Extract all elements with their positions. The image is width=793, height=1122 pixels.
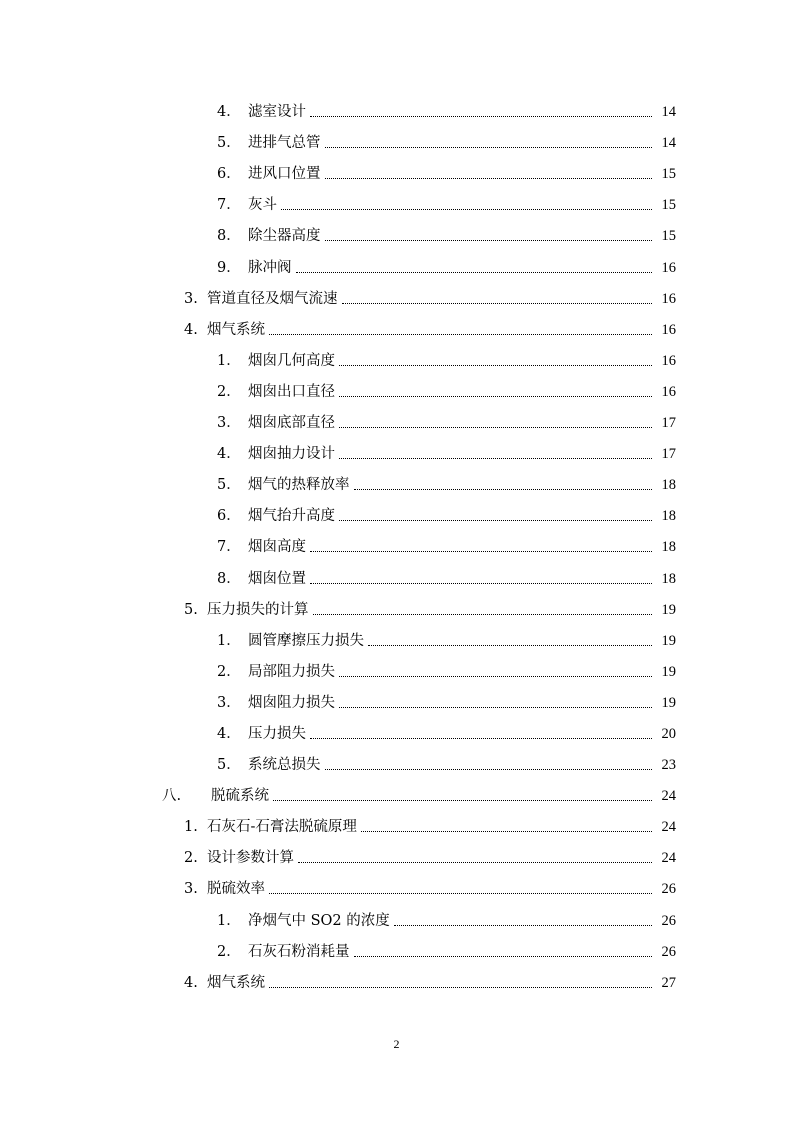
toc-entry-page: 20 xyxy=(661,725,676,742)
toc-entry[interactable] xyxy=(0,967,793,998)
dot-leader xyxy=(361,831,652,832)
toc-entry-number: 4. xyxy=(184,974,198,991)
toc-entry-number: 7． xyxy=(217,539,241,556)
toc-entry[interactable] xyxy=(0,469,793,500)
dot-leader xyxy=(310,583,652,584)
dot-leader xyxy=(325,240,653,241)
page-number: 2 xyxy=(393,1037,400,1051)
toc-entry-number: 4. xyxy=(184,321,198,338)
toc-entry-page: 24 xyxy=(661,788,676,805)
toc-entry-title: 烟气抬升高度 xyxy=(248,508,335,525)
dot-leader xyxy=(269,893,652,894)
toc-entry-title: 烟囱出口直径 xyxy=(248,383,335,400)
dot-leader xyxy=(313,614,653,615)
toc-entry-title: 烟囱位置 xyxy=(248,570,306,587)
toc-entry-page: 19 xyxy=(661,632,676,649)
toc-entry-page: 18 xyxy=(661,539,676,556)
toc-entry-number: 2. xyxy=(184,850,198,867)
toc-entry[interactable] xyxy=(0,687,793,718)
toc-entry[interactable] xyxy=(0,780,793,811)
dot-leader xyxy=(339,676,652,677)
toc-entry-number: 8． xyxy=(217,228,241,245)
toc-entry-title: 烟囱阻力损失 xyxy=(248,694,335,711)
toc-entry[interactable] xyxy=(0,189,793,220)
toc-entry-number: 八. xyxy=(162,788,182,805)
toc-entry-title: 脱硫效率 xyxy=(207,881,265,898)
toc-entry-number: 3. xyxy=(184,881,198,898)
toc-entry-page: 24 xyxy=(661,850,676,867)
dot-leader xyxy=(325,147,653,148)
toc-entry-number: 1． xyxy=(217,632,241,649)
dot-leader xyxy=(354,956,653,957)
toc-entry[interactable] xyxy=(0,718,793,749)
toc-entry[interactable] xyxy=(0,811,793,842)
toc-entry-number: 9． xyxy=(217,259,241,276)
dot-leader xyxy=(339,396,652,397)
toc-entry-title: 脱硫系统 xyxy=(211,788,269,805)
toc-entry-title: 进排气总管 xyxy=(248,135,321,152)
toc-entry-title: 系统总损失 xyxy=(248,757,321,774)
toc-entry-page: 26 xyxy=(661,912,676,929)
toc-entry-title: 烟囱抽力设计 xyxy=(248,446,335,463)
dot-leader xyxy=(339,427,652,428)
toc-entry-page: 18 xyxy=(661,477,676,494)
toc-entry-title: 管道直径及烟气流速 xyxy=(207,290,338,307)
toc-entry-title: 石灰石-石膏法脱硫原理 xyxy=(207,819,357,836)
toc-entry[interactable] xyxy=(0,251,793,282)
toc-entry-title: 烟气系统 xyxy=(207,321,265,338)
toc-entry[interactable] xyxy=(0,96,793,127)
dot-leader xyxy=(368,645,652,646)
toc-entry[interactable] xyxy=(0,438,793,469)
toc-entry[interactable] xyxy=(0,345,793,376)
toc-entry[interactable] xyxy=(0,314,793,345)
toc-entry-title: 圆管摩擦压力损失 xyxy=(248,632,364,649)
dot-leader xyxy=(281,209,652,210)
toc-entry-number: 3． xyxy=(217,694,241,711)
dot-leader xyxy=(310,551,652,552)
dot-leader xyxy=(339,365,652,366)
toc-entry-number: 5. xyxy=(184,601,198,618)
toc-entry-number: 4． xyxy=(217,104,241,121)
toc-entry-page: 17 xyxy=(661,415,676,432)
toc-entry-title: 烟气系统 xyxy=(207,974,265,991)
toc-entry[interactable] xyxy=(0,562,793,593)
toc-entry-page: 18 xyxy=(661,508,676,525)
toc-entry-title: 灰斗 xyxy=(248,197,277,214)
dot-leader xyxy=(269,987,652,988)
toc-entry-title: 除尘器高度 xyxy=(248,228,321,245)
toc-entry-number: 5． xyxy=(217,477,241,494)
dot-leader xyxy=(298,862,652,863)
toc-entry-number: 2． xyxy=(217,383,241,400)
toc-entry-title: 石灰石粉消耗量 xyxy=(248,943,350,960)
toc-entry-title: 压力损失 xyxy=(248,725,306,742)
table-of-contents xyxy=(0,96,793,998)
toc-entry-number: 3． xyxy=(217,415,241,432)
toc-entry-number: 8． xyxy=(217,570,241,587)
toc-entry-page: 17 xyxy=(661,446,676,463)
toc-entry-title: 烟囱高度 xyxy=(248,539,306,556)
toc-entry-page: 26 xyxy=(661,881,676,898)
dot-leader xyxy=(273,800,652,801)
toc-entry-page: 15 xyxy=(661,228,676,245)
toc-entry-number: 1. xyxy=(184,819,198,836)
toc-entry[interactable] xyxy=(0,531,793,562)
toc-entry-page: 19 xyxy=(661,663,676,680)
toc-entry[interactable] xyxy=(0,220,793,251)
toc-entry[interactable] xyxy=(0,283,793,314)
toc-entry-title: 烟气的热释放率 xyxy=(248,477,350,494)
toc-entry[interactable] xyxy=(0,407,793,438)
toc-entry-page: 16 xyxy=(661,352,676,369)
toc-entry-title: 设计参数计算 xyxy=(207,850,294,867)
toc-entry[interactable] xyxy=(0,594,793,625)
toc-entry-number: 3. xyxy=(184,290,198,307)
toc-entry[interactable] xyxy=(0,625,793,656)
dot-leader xyxy=(339,520,652,521)
toc-entry-page: 19 xyxy=(661,694,676,711)
toc-entry-number: 4． xyxy=(217,446,241,463)
toc-entry-title: 进风口位置 xyxy=(248,166,321,183)
toc-entry[interactable] xyxy=(0,376,793,407)
toc-entry-number: 2． xyxy=(217,663,241,680)
toc-entry[interactable] xyxy=(0,158,793,189)
toc-entry-title: 烟囱几何高度 xyxy=(248,352,335,369)
toc-entry-title: 烟囱底部直径 xyxy=(248,415,335,432)
toc-entry-title: 局部阻力损失 xyxy=(248,663,335,680)
toc-entry-page: 14 xyxy=(661,104,676,121)
toc-entry-page: 14 xyxy=(661,135,676,152)
toc-entry[interactable] xyxy=(0,873,793,904)
toc-entry-title: 脉冲阀 xyxy=(248,259,292,276)
toc-entry-number: 6． xyxy=(217,508,241,525)
toc-entry-title: 净烟气中 SO2 的浓度 xyxy=(248,912,390,929)
toc-entry[interactable] xyxy=(0,936,793,967)
toc-entry-number: 5． xyxy=(217,757,241,774)
toc-entry-number: 1． xyxy=(217,352,241,369)
toc-entry-page: 15 xyxy=(661,166,676,183)
toc-entry[interactable] xyxy=(0,656,793,687)
toc-entry-number: 2． xyxy=(217,943,241,960)
dot-leader xyxy=(339,707,652,708)
toc-entry[interactable] xyxy=(0,500,793,531)
toc-entry[interactable] xyxy=(0,127,793,158)
toc-entry-page: 27 xyxy=(661,974,676,991)
dot-leader xyxy=(325,769,653,770)
toc-entry-page: 18 xyxy=(661,570,676,587)
dot-leader xyxy=(269,334,652,335)
dot-leader xyxy=(354,489,653,490)
toc-entry-page: 23 xyxy=(661,757,676,774)
toc-entry-number: 5． xyxy=(217,135,241,152)
toc-entry-number: 7． xyxy=(217,197,241,214)
toc-entry-number: 1． xyxy=(217,912,241,929)
dot-leader xyxy=(310,116,652,117)
toc-entry[interactable] xyxy=(0,749,793,780)
toc-entry-page: 26 xyxy=(661,943,676,960)
toc-entry-page: 16 xyxy=(661,383,676,400)
dot-leader xyxy=(296,272,653,273)
toc-entry-number: 4． xyxy=(217,725,241,742)
toc-entry-page: 15 xyxy=(661,197,676,214)
toc-entry[interactable] xyxy=(0,904,793,935)
dot-leader xyxy=(325,178,653,179)
toc-entry-number: 6． xyxy=(217,166,241,183)
toc-entry[interactable] xyxy=(0,842,793,873)
toc-entry-title: 压力损失的计算 xyxy=(207,601,309,618)
dot-leader xyxy=(310,738,652,739)
toc-entry-page: 24 xyxy=(661,819,676,836)
dot-leader xyxy=(342,303,653,304)
toc-entry-title: 滤室设计 xyxy=(248,104,306,121)
toc-entry-page: 16 xyxy=(661,290,676,307)
dot-leader xyxy=(394,925,652,926)
toc-entry-page: 16 xyxy=(661,321,676,338)
toc-entry-page: 16 xyxy=(661,259,676,276)
toc-entry-page: 19 xyxy=(661,601,676,618)
dot-leader xyxy=(339,458,652,459)
